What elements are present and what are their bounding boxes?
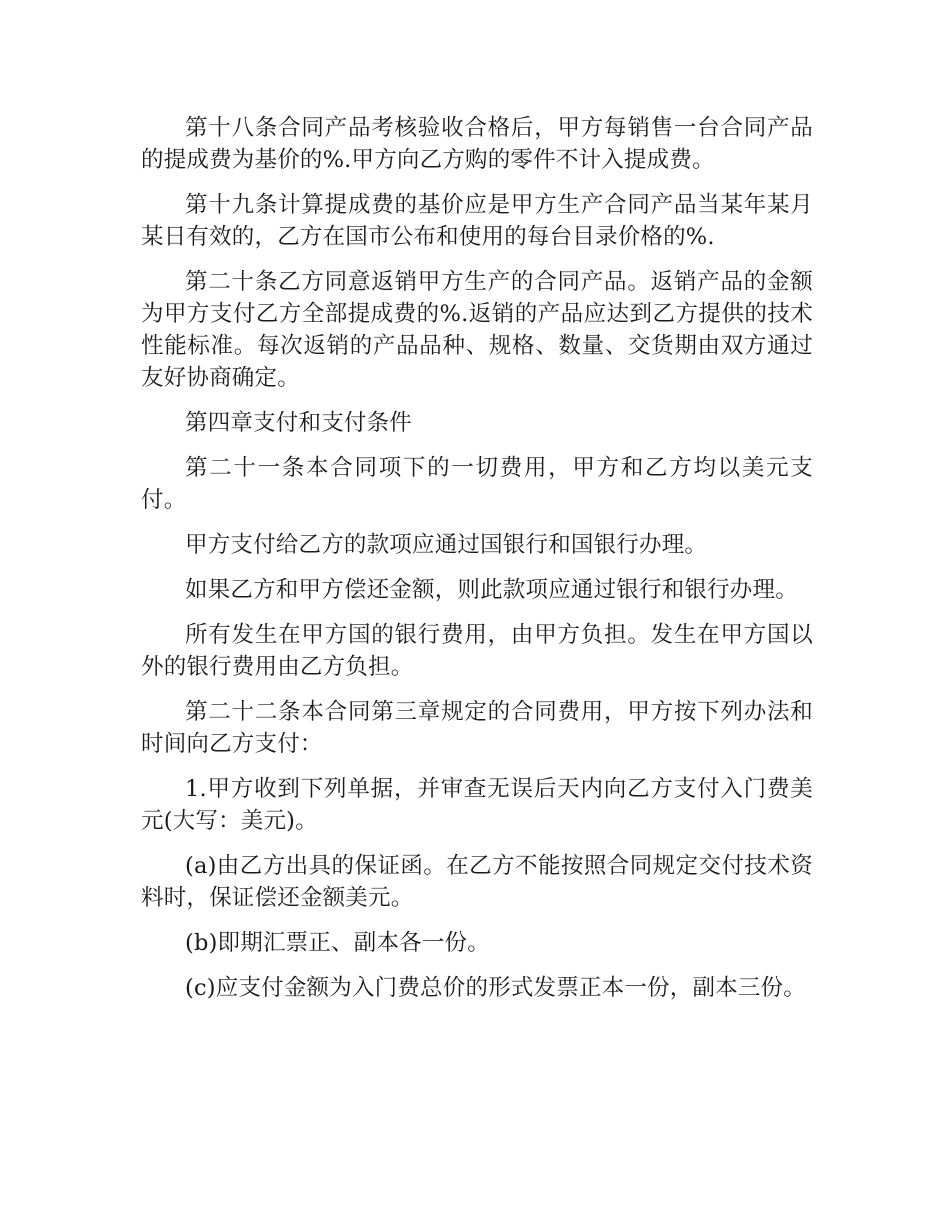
paragraph-bank-payment: 甲方支付给乙方的款项应通过国银行和国银行办理。 (185, 532, 708, 558)
list-item-c: (c)应支付金额为入门费总价的形式发票正本一份，副本三份。 (185, 975, 806, 1001)
paragraph-bank-fees: 所有发生在甲方国的银行费用，由甲方负担。发生在甲方国以外的银行费用由乙方负担。 (141, 622, 813, 680)
paragraph-article-21: 第二十一条本合同项下的一切费用，甲方和乙方均以美元支付。 (141, 455, 813, 513)
paragraph-article-22: 第二十二条本合同第三章规定的合同费用，甲方按下列办法和时间向乙方支付： (141, 699, 813, 757)
chapter-heading: 第四章支付和支付条件 (185, 410, 413, 436)
list-item-1: 1.甲方收到下列单据，并审查无误后天内向乙方支付入门费美元(大写：美元)。 (141, 776, 813, 834)
paragraph-repayment: 如果乙方和甲方偿还金额，则此款项应通过银行和银行办理。 (185, 577, 798, 603)
list-item-b: (b)即期汇票正、副本各一份。 (185, 930, 490, 956)
document-body (141, 112, 813, 1017)
paragraph-article-20: 第二十条乙方同意返销甲方生产的合同产品。返销产品的金额为甲方支付乙方全部提成费的%.返销的产品应达到乙方提供的技术性能标准。每次返销的产品品种、规格、数量、交货期由双方通过友好协商确定。 (141, 269, 813, 391)
list-item-a: (a)由乙方出具的保证函。在乙方不能按照合同规定交付技术资料时，保证偿还金额美元。 (141, 853, 813, 911)
paragraph-article-18: 第十八条合同产品考核验收合格后，甲方每销售一台合同产品的提成费为基价的%.甲方向乙方购的零件不计入提成费。 (141, 115, 813, 173)
paragraph-article-19: 第十九条计算提成费的基价应是甲方生产合同产品当某年某月某日有效的，乙方在国市公布和使用的每台目录价格的%. (141, 192, 813, 250)
